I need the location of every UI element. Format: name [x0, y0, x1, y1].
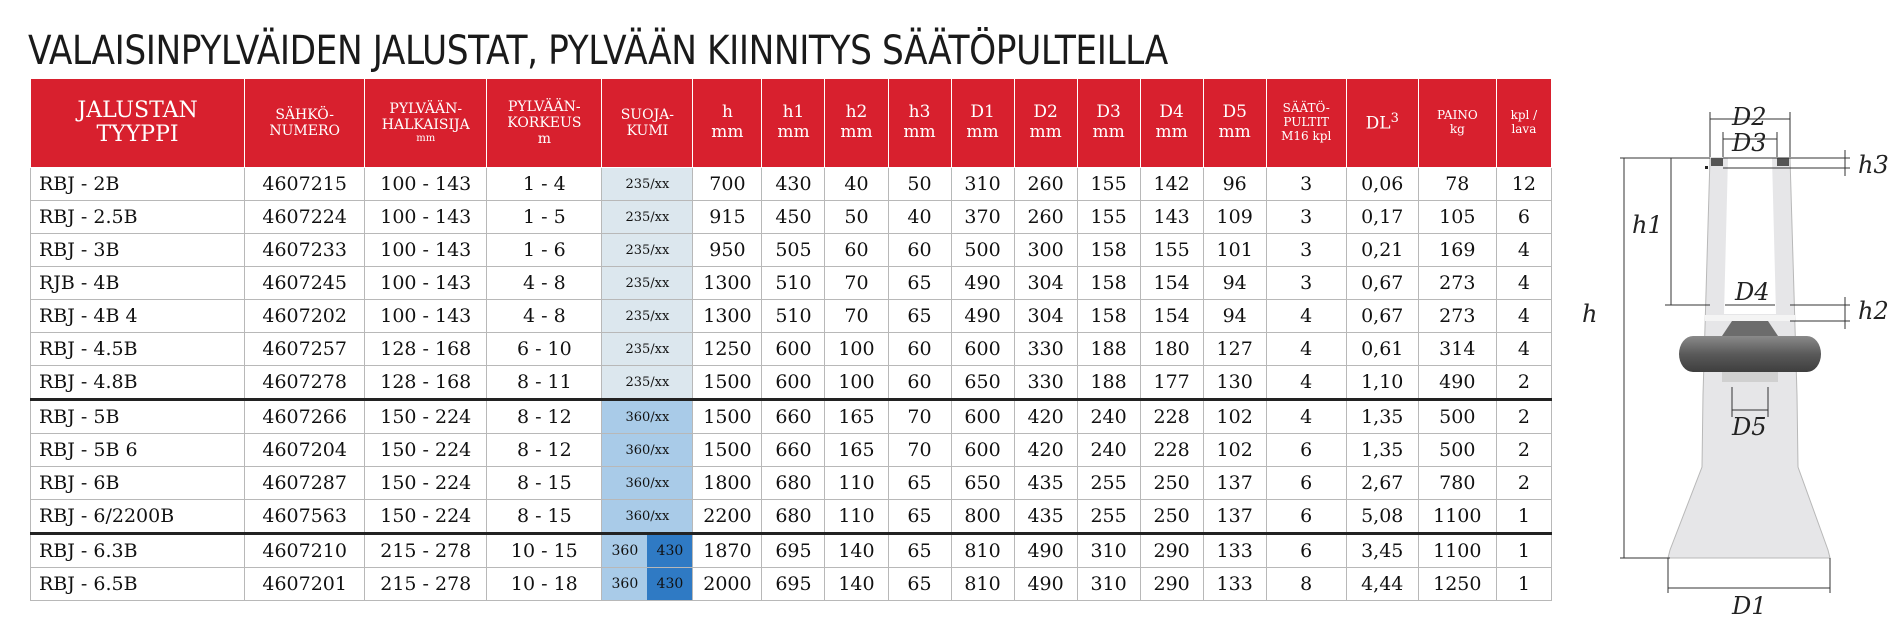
cell-d1: 490 — [951, 267, 1014, 300]
cell-halk: 215 - 278 — [365, 534, 487, 568]
cell-paino: 490 — [1418, 366, 1496, 400]
cell-h: 2200 — [693, 500, 762, 534]
cell-dl: 5,08 — [1346, 500, 1418, 534]
table-row — [31, 168, 1552, 201]
cell-paino: 500 — [1418, 400, 1496, 434]
table-row — [31, 434, 1552, 467]
cell-num: 4607224 — [245, 201, 365, 234]
col-header-kpl: kpl / lava — [1496, 79, 1551, 168]
cell-h: 1250 — [693, 333, 762, 366]
cell-h3: 60 — [888, 333, 951, 366]
cell-paino: 500 — [1418, 434, 1496, 467]
cell-d5: 101 — [1203, 234, 1266, 267]
cell-num: 4607201 — [245, 568, 365, 601]
table-body — [31, 168, 1552, 601]
cell-h: 1870 — [693, 534, 762, 568]
cell-dl: 0,67 — [1346, 300, 1418, 333]
cell-kpl: 6 — [1496, 201, 1551, 234]
cell-h1: 660 — [762, 434, 825, 467]
cell-kork: 4 - 8 — [487, 300, 602, 333]
cell-num: 4607257 — [245, 333, 365, 366]
col-header-h1: h1 mm — [762, 79, 825, 168]
label-h1: h1 — [1632, 211, 1663, 239]
cell-h: 1300 — [693, 267, 762, 300]
cell-d4: 155 — [1140, 234, 1203, 267]
cell-d2: 330 — [1014, 366, 1077, 400]
cell-h: 915 — [693, 201, 762, 234]
cell-kpl: 1 — [1496, 534, 1551, 568]
cell-d1: 490 — [951, 300, 1014, 333]
cell-pultit: 4 — [1266, 300, 1346, 333]
cell-h3: 70 — [888, 434, 951, 467]
cell-d5: 94 — [1203, 300, 1266, 333]
cell-type: RJB - 4B — [31, 267, 245, 300]
cell-d2: 420 — [1014, 400, 1077, 434]
cell-type: RBJ - 6/2200B — [31, 500, 245, 534]
cell-num: 4607563 — [245, 500, 365, 534]
cell-h2: 100 — [825, 366, 888, 400]
col-header-d5: D5 mm — [1203, 79, 1266, 168]
cell-type: RBJ - 3B — [31, 234, 245, 267]
header-row — [31, 79, 1552, 168]
cell-type: RBJ - 4.8B — [31, 366, 245, 400]
cell-dl: 4,44 — [1346, 568, 1418, 601]
col-header-korkeus: PYLVÄÄN- KORKEUS m — [487, 79, 602, 168]
table-row — [31, 400, 1552, 434]
cell-pultit: 8 — [1266, 568, 1346, 601]
cell-dl: 0,17 — [1346, 201, 1418, 234]
cell-h3: 65 — [888, 500, 951, 534]
cell-dl: 0,21 — [1346, 234, 1418, 267]
cell-d4: 290 — [1140, 534, 1203, 568]
cell-paino: 1100 — [1418, 500, 1496, 534]
cell-d5: 133 — [1203, 568, 1266, 601]
table-row — [31, 500, 1552, 534]
cell-d4: 143 — [1140, 201, 1203, 234]
cell-type: RBJ - 2B — [31, 168, 245, 201]
cell-d5: 109 — [1203, 201, 1266, 234]
cell-type: RBJ - 5B — [31, 400, 245, 434]
label-d2: D2 — [1732, 103, 1767, 131]
cell-kumi: 235/xx — [602, 366, 693, 400]
cell-kork: 10 - 15 — [487, 534, 602, 568]
cell-pultit: 4 — [1266, 400, 1346, 434]
cell-kork: 8 - 12 — [487, 400, 602, 434]
cell-kork: 6 - 10 — [487, 333, 602, 366]
cell-d2: 435 — [1014, 467, 1077, 500]
cell-h1: 680 — [762, 500, 825, 534]
cell-kork: 1 - 4 — [487, 168, 602, 201]
cell-kumi: 235/xx — [602, 300, 693, 333]
cell-d5: 130 — [1203, 366, 1266, 400]
cell-kumi — [602, 568, 693, 601]
cell-d4: 228 — [1140, 434, 1203, 467]
cell-d2: 304 — [1014, 300, 1077, 333]
cell-h1: 600 — [762, 333, 825, 366]
cell-h2: 165 — [825, 434, 888, 467]
label-h2: h2 — [1858, 297, 1889, 325]
cell-paino: 273 — [1418, 267, 1496, 300]
cell-paino: 1250 — [1418, 568, 1496, 601]
cell-paino: 105 — [1418, 201, 1496, 234]
cell-dl: 0,06 — [1346, 168, 1418, 201]
cell-d2: 435 — [1014, 500, 1077, 534]
table-row — [31, 201, 1552, 234]
cell-type: RBJ - 6.5B — [31, 568, 245, 601]
cell-halk: 215 - 278 — [365, 568, 487, 601]
cell-halk: 100 - 143 — [365, 201, 487, 234]
cell-halk: 100 - 143 — [365, 300, 487, 333]
cell-d4: 250 — [1140, 467, 1203, 500]
cell-kork: 8 - 12 — [487, 434, 602, 467]
cell-kpl: 4 — [1496, 267, 1551, 300]
cell-kumi: 235/xx — [602, 267, 693, 300]
cell-d2: 490 — [1014, 568, 1077, 601]
cell-paino: 1100 — [1418, 534, 1496, 568]
label-d1: D1 — [1732, 592, 1767, 620]
label-d5: D5 — [1732, 413, 1767, 441]
cell-kpl: 2 — [1496, 366, 1551, 400]
table-row — [31, 333, 1552, 366]
cell-d2: 260 — [1014, 168, 1077, 201]
cell-h2: 110 — [825, 467, 888, 500]
label-h: h — [1582, 300, 1598, 328]
cell-h1: 510 — [762, 300, 825, 333]
cell-h3: 65 — [888, 568, 951, 601]
cell-dl: 1,35 — [1346, 400, 1418, 434]
collar — [1679, 321, 1821, 382]
cell-d4: 290 — [1140, 568, 1203, 601]
cell-kork: 10 - 18 — [487, 568, 602, 601]
cell-h2: 60 — [825, 234, 888, 267]
cell-h: 950 — [693, 234, 762, 267]
cell-kpl: 1 — [1496, 568, 1551, 601]
cell-h3: 40 — [888, 201, 951, 234]
cell-kork: 4 - 8 — [487, 267, 602, 300]
cell-kumi: 235/xx — [602, 168, 693, 201]
cell-kpl: 2 — [1496, 400, 1551, 434]
cell-pultit: 6 — [1266, 534, 1346, 568]
col-header-type: JALUSTAN TYYPPI — [31, 79, 245, 168]
cell-h3: 70 — [888, 400, 951, 434]
cell-pultit: 6 — [1266, 500, 1346, 534]
cell-d3: 310 — [1077, 534, 1140, 568]
cell-num: 4607278 — [245, 366, 365, 400]
table-row — [31, 467, 1552, 500]
cell-type: RBJ - 6B — [31, 467, 245, 500]
cell-d3: 240 — [1077, 434, 1140, 467]
cell-d2: 490 — [1014, 534, 1077, 568]
cell-dl: 2,67 — [1346, 467, 1418, 500]
cell-h2: 100 — [825, 333, 888, 366]
cell-type: RBJ - 6.3B — [31, 534, 245, 568]
col-header-dl3: $DL^3$ — [1346, 79, 1418, 168]
cell-num: 4607215 — [245, 168, 365, 201]
cell-d3: 188 — [1077, 366, 1140, 400]
col-header-d3: D3 mm — [1077, 79, 1140, 168]
cell-h2: 70 — [825, 300, 888, 333]
cell-kork: 1 - 6 — [487, 234, 602, 267]
cell-kumi-360: 360 — [602, 568, 647, 600]
col-header-d2: D2 mm — [1014, 79, 1077, 168]
cell-h3: 60 — [888, 234, 951, 267]
cell-d5: 94 — [1203, 267, 1266, 300]
cell-d5: 137 — [1203, 467, 1266, 500]
cell-d1: 310 — [951, 168, 1014, 201]
cell-h2: 110 — [825, 500, 888, 534]
cell-dl: 0,67 — [1346, 267, 1418, 300]
cell-halk: 150 - 224 — [365, 434, 487, 467]
cell-halk: 128 - 168 — [365, 366, 487, 400]
cell-h1: 450 — [762, 201, 825, 234]
cell-halk: 100 - 143 — [365, 234, 487, 267]
table-row — [31, 534, 1552, 568]
cell-d4: 154 — [1140, 300, 1203, 333]
cell-h3: 65 — [888, 267, 951, 300]
cell-h: 1500 — [693, 400, 762, 434]
cell-h2: 40 — [825, 168, 888, 201]
cell-d3: 240 — [1077, 400, 1140, 434]
cell-h3: 50 — [888, 168, 951, 201]
col-header-paino: PAINO kg — [1418, 79, 1496, 168]
cell-d1: 600 — [951, 434, 1014, 467]
cell-d5: 133 — [1203, 534, 1266, 568]
cell-h2: 50 — [825, 201, 888, 234]
cell-kpl: 12 — [1496, 168, 1551, 201]
cell-pultit: 3 — [1266, 201, 1346, 234]
cell-halk: 128 - 168 — [365, 333, 487, 366]
label-h3: h3 — [1858, 151, 1889, 179]
cell-d4: 177 — [1140, 366, 1203, 400]
cell-d2: 260 — [1014, 201, 1077, 234]
col-header-d4: D4 mm — [1140, 79, 1203, 168]
cell-h1: 505 — [762, 234, 825, 267]
cell-num: 4607210 — [245, 534, 365, 568]
cell-num: 4607245 — [245, 267, 365, 300]
cell-type: RBJ - 2.5B — [31, 201, 245, 234]
cell-d4: 154 — [1140, 267, 1203, 300]
table-row — [31, 234, 1552, 267]
table-row — [31, 568, 1552, 601]
cell-h1: 695 — [762, 534, 825, 568]
cell-kumi-360: 360 — [602, 535, 647, 567]
cell-kumi: 235/xx — [602, 234, 693, 267]
cell-d3: 310 — [1077, 568, 1140, 601]
col-header-halkaisija: PYLVÄÄN- HALKAISIJA mm — [365, 79, 487, 168]
cell-d5: 127 — [1203, 333, 1266, 366]
cell-d3: 158 — [1077, 267, 1140, 300]
cell-h1: 680 — [762, 467, 825, 500]
cell-d3: 155 — [1077, 201, 1140, 234]
cell-kumi: 360/xx — [602, 467, 693, 500]
cell-h: 1500 — [693, 434, 762, 467]
cell-kumi: 235/xx — [602, 201, 693, 234]
cell-d3: 188 — [1077, 333, 1140, 366]
cell-h: 2000 — [693, 568, 762, 601]
cell-h1: 660 — [762, 400, 825, 434]
cell-num: 4607287 — [245, 467, 365, 500]
cell-d1: 810 — [951, 534, 1014, 568]
cell-dl: 0,61 — [1346, 333, 1418, 366]
cell-h3: 65 — [888, 300, 951, 333]
cell-paino: 78 — [1418, 168, 1496, 201]
cell-d2: 330 — [1014, 333, 1077, 366]
cell-num: 4607266 — [245, 400, 365, 434]
cell-d4: 228 — [1140, 400, 1203, 434]
cell-pultit: 3 — [1266, 168, 1346, 201]
table-row — [31, 267, 1552, 300]
cell-h2: 140 — [825, 568, 888, 601]
cell-num: 4607233 — [245, 234, 365, 267]
cell-h: 1300 — [693, 300, 762, 333]
col-header-h2: h2 mm — [825, 79, 888, 168]
cell-kumi — [602, 534, 693, 568]
cell-dl: 1,10 — [1346, 366, 1418, 400]
cell-d2: 300 — [1014, 234, 1077, 267]
cell-d1: 800 — [951, 500, 1014, 534]
cell-h1: 695 — [762, 568, 825, 601]
cell-d1: 600 — [951, 400, 1014, 434]
cell-d1: 650 — [951, 467, 1014, 500]
cell-d5: 137 — [1203, 500, 1266, 534]
cell-kork: 8 - 15 — [487, 500, 602, 534]
table-row — [31, 366, 1552, 400]
cell-kpl: 2 — [1496, 467, 1551, 500]
cell-d3: 255 — [1077, 467, 1140, 500]
cell-kumi: 360/xx — [602, 400, 693, 434]
cell-kumi-430: 430 — [647, 568, 692, 600]
table-row — [31, 300, 1552, 333]
cell-kpl: 4 — [1496, 333, 1551, 366]
cell-halk: 150 - 224 — [365, 467, 487, 500]
cell-kumi: 235/xx — [602, 333, 693, 366]
col-header-h: h mm — [693, 79, 762, 168]
base-diagram — [1560, 95, 1889, 635]
cell-type: RBJ - 4.5B — [31, 333, 245, 366]
page-title: VALAISINPYLVÄIDEN JALUSTAT, PYLVÄÄN KIINNITYS SÄÄTÖPULTEILLA — [28, 28, 1168, 74]
cell-dl: 1,35 — [1346, 434, 1418, 467]
cell-pultit: 4 — [1266, 366, 1346, 400]
cell-d3: 155 — [1077, 168, 1140, 201]
cell-type: RBJ - 4B 4 — [31, 300, 245, 333]
cell-d5: 102 — [1203, 400, 1266, 434]
col-header-h3: h3 mm — [888, 79, 951, 168]
cell-h3: 65 — [888, 467, 951, 500]
cell-kumi: 360/xx — [602, 434, 693, 467]
cell-pultit: 3 — [1266, 267, 1346, 300]
cell-paino: 273 — [1418, 300, 1496, 333]
cell-h2: 140 — [825, 534, 888, 568]
cell-h1: 600 — [762, 366, 825, 400]
col-header-pultit: SÄÄTÖ- PULTIT M16 kpl — [1266, 79, 1346, 168]
cell-d3: 158 — [1077, 234, 1140, 267]
cell-d1: 500 — [951, 234, 1014, 267]
cell-h: 1500 — [693, 366, 762, 400]
cell-h3: 65 — [888, 534, 951, 568]
cell-d1: 600 — [951, 333, 1014, 366]
cell-dl: 3,45 — [1346, 534, 1418, 568]
cell-num: 4607202 — [245, 300, 365, 333]
cell-d5: 96 — [1203, 168, 1266, 201]
cell-halk: 150 - 224 — [365, 500, 487, 534]
cell-kumi: 360/xx — [602, 500, 693, 534]
label-d3: D3 — [1732, 129, 1767, 157]
cell-paino: 169 — [1418, 234, 1496, 267]
col-header-sahko: SÄHKÖ- NUMERO — [245, 79, 365, 168]
cell-kork: 8 - 11 — [487, 366, 602, 400]
col-header-d1: D1 mm — [951, 79, 1014, 168]
cell-d1: 370 — [951, 201, 1014, 234]
cell-d1: 810 — [951, 568, 1014, 601]
cell-kpl: 2 — [1496, 434, 1551, 467]
cell-kork: 8 - 15 — [487, 467, 602, 500]
cell-d2: 420 — [1014, 434, 1077, 467]
cell-halk: 100 - 143 — [365, 267, 487, 300]
spec-table — [30, 78, 1552, 601]
cell-num: 4607204 — [245, 434, 365, 467]
col-header-suojakumi: SUOJA- KUMI — [602, 79, 693, 168]
cell-h1: 510 — [762, 267, 825, 300]
cell-h: 700 — [693, 168, 762, 201]
cell-h2: 70 — [825, 267, 888, 300]
cell-d4: 142 — [1140, 168, 1203, 201]
cell-type: RBJ - 5B 6 — [31, 434, 245, 467]
cell-d5: 102 — [1203, 434, 1266, 467]
cell-d4: 180 — [1140, 333, 1203, 366]
cell-h3: 60 — [888, 366, 951, 400]
cell-kork: 1 - 5 — [487, 201, 602, 234]
cell-halk: 150 - 224 — [365, 400, 487, 434]
cell-kpl: 4 — [1496, 300, 1551, 333]
cell-pultit: 3 — [1266, 234, 1346, 267]
cell-d1: 650 — [951, 366, 1014, 400]
cell-pultit: 6 — [1266, 434, 1346, 467]
cell-kpl: 1 — [1496, 500, 1551, 534]
cell-paino: 780 — [1418, 467, 1496, 500]
cell-d2: 304 — [1014, 267, 1077, 300]
cell-halk: 100 - 143 — [365, 168, 487, 201]
cell-pultit: 4 — [1266, 333, 1346, 366]
cell-pultit: 6 — [1266, 467, 1346, 500]
cell-h: 1800 — [693, 467, 762, 500]
cell-h1: 430 — [762, 168, 825, 201]
cell-d3: 158 — [1077, 300, 1140, 333]
cell-h2: 165 — [825, 400, 888, 434]
cell-d3: 255 — [1077, 500, 1140, 534]
cell-paino: 314 — [1418, 333, 1496, 366]
label-d4: D4 — [1735, 278, 1770, 306]
cell-d4: 250 — [1140, 500, 1203, 534]
cell-kumi-430: 430 — [647, 535, 692, 567]
cell-kpl: 4 — [1496, 234, 1551, 267]
